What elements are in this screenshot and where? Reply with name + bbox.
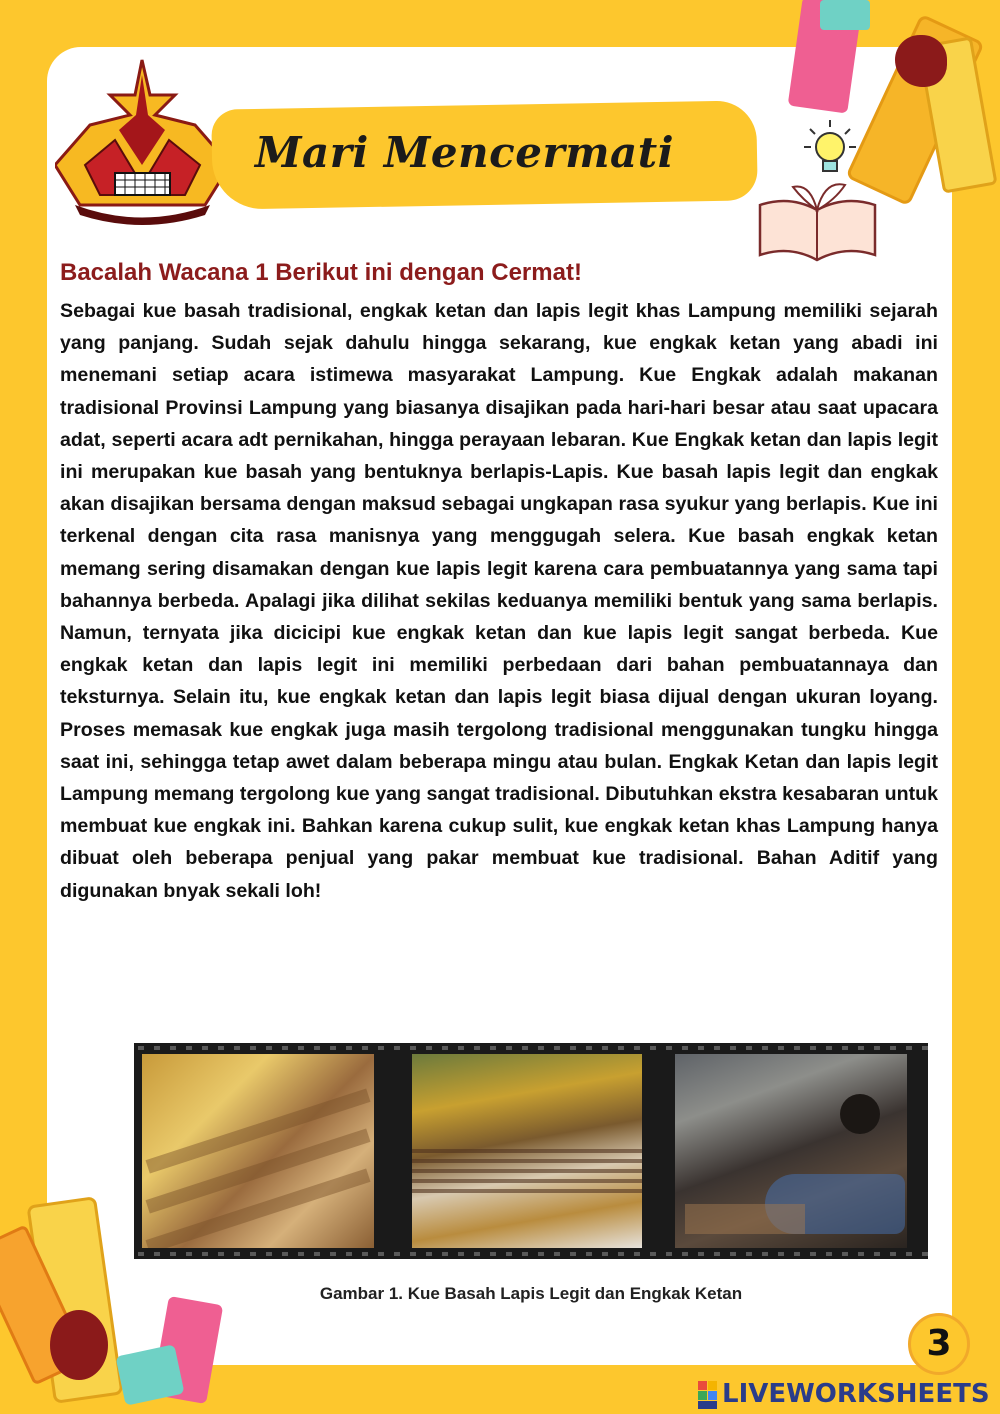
siger-crown-icon bbox=[55, 55, 230, 225]
liveworksheets-mark-icon bbox=[698, 1381, 718, 1409]
brand-name: LIVEWORKSHEETS bbox=[722, 1379, 990, 1409]
kue-engkak-photo bbox=[142, 1054, 374, 1248]
paintbrush-decoration bbox=[50, 1310, 108, 1380]
paintbrush-decoration bbox=[895, 35, 947, 87]
liveworksheets-logo[interactable] bbox=[698, 1377, 996, 1411]
open-book-icon bbox=[755, 175, 880, 265]
eraser-decoration bbox=[820, 0, 870, 30]
film-perforation bbox=[134, 1043, 928, 1053]
section-heading: Bacalah Wacana 1 Berikut ini dengan Cermat! bbox=[60, 259, 582, 286]
lapis-legit-photo bbox=[412, 1054, 642, 1248]
page-number: 3 bbox=[908, 1313, 970, 1375]
page-title: Mari Mencermati bbox=[255, 128, 675, 177]
figure-caption: Gambar 1. Kue Basah Lapis Legit dan Engkak Ketan bbox=[319, 1284, 743, 1303]
tungku-cooking-photo bbox=[675, 1054, 907, 1248]
film-strip bbox=[134, 1043, 928, 1259]
reading-passage: Sebagai kue basah tradisional, engkak ketan dan lapis legit khas Lampung memiliki sejarah yang panjang. Sudah sejak dahulu hingga sekarang, kue engkak ketan yang abadi ini menemani setiap acara istimewa masyarakat Lampung. Kue Engkak adalah makanan tradisional Provinsi Lampung yang biasanya disajikan pada hari-hari besar atau saat upacara adat, seperti acara adt pernikahan, hingga perayaan lebaran. Kue Engkak ketan dan lapis legit ini merupakan kue basah yang bentuknya berlapis-Lapis. Kue basah lapis legit dan engkak akan disajikan bersama dengan maksud sebagai ungkapan rasa syukur yang berlapis. Kue ini terkenal dengan cita rasa manisnya yang menggugah selera. Kue basah engkak ketan memang sering disamakan dengan kue lapis legit karena cara pembuatannya yang sama tapi bahannya berbeda. Apalagi jika dilihat sekilas keduanya memiliki bentuk yang sama berlapis. Namun, ternyata jika dicicipi kue engkak ketan dan kue lapis legit sangat berbeda. Kue engkak ketan dan lapis legit ini memiliki perbedaan dari bahan pembuatannaya dan teksturnya. Selain itu, kue engkak ketan dan lapis legit biasa dijual dengan ukuran loyang. Proses memasak kue engkak juga masih tergolong tradisional menggunakan tungku hingga saat ini, sehingga tetap awet dalam beberapa mingu atau bulan. Engkak Ketan dan lapis legit Lampung memang tergolong kue yang sangat tradisional. Dibutuhkan ekstra kesabaran untuk membuat kue engkak ini. Bahkan karena cukup sulit, kue engkak ketan khas Lampung hanya dibuat oleh beberapa penjual yang pakar membuat kue tradisional. Bahan Aditif yang digunakan bnyak sekali loh! bbox=[60, 300, 938, 902]
film-perforation bbox=[134, 1249, 928, 1259]
